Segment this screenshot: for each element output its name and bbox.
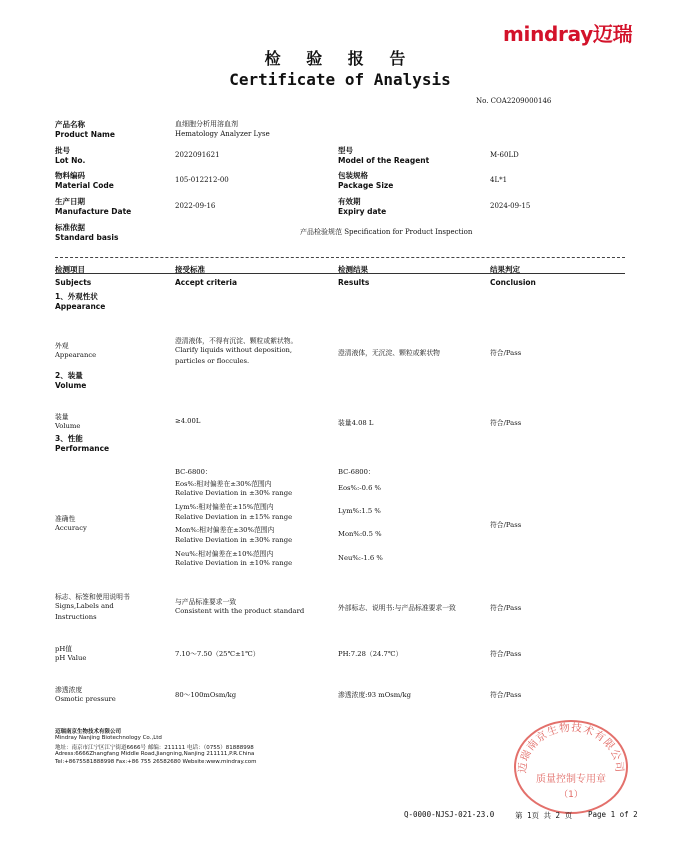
header-subjects-cn: 检测项目 xyxy=(55,265,85,274)
section-performance-en: Performance xyxy=(55,444,110,453)
page-number-en: Page 1 of 2 xyxy=(588,810,638,819)
package-size-label-en: Package Size xyxy=(338,181,394,190)
stamp-number: （1） xyxy=(559,790,583,800)
product-name-label-en: Product Name xyxy=(55,130,115,139)
package-size-label-cn: 包装规格 xyxy=(338,171,368,180)
appearance-conclusion: 符合/Pass xyxy=(490,349,522,357)
appearance-result: 澄清液体，无沉淀、颗粒或絮状物 xyxy=(338,349,440,357)
standard-basis-label-en: Standard basis xyxy=(55,233,119,242)
expiry-date-label-cn: 有效期 xyxy=(338,197,361,206)
mindray-logo: mindray迈瑞 xyxy=(503,22,633,46)
expiry-date-value: 2024-09-15 xyxy=(490,202,531,210)
appearance-subject-en: Appearance xyxy=(55,351,97,359)
product-name-label-cn: 产品名称 xyxy=(55,120,85,129)
signs-subject-cn: 标志、标签和使用说明书 xyxy=(55,593,130,601)
section-performance-cn: 3、性能 xyxy=(55,434,83,443)
accuracy-criteria-line: Lym%:相对偏差在±15%范围内 xyxy=(175,503,274,511)
ph-subject-cn: pH值 xyxy=(55,645,73,653)
manufacture-date-label-cn: 生产日期 xyxy=(55,197,85,206)
accuracy-criteria-line: Relative Deviation in ±10% range xyxy=(175,559,293,567)
accuracy-subject-en: Accuracy xyxy=(55,524,87,532)
volume-subject-en: Volume xyxy=(55,422,81,430)
company-address-cn: 地址：南京市江宁区江宁街道6666号 邮编：211111 电话：（0755）81888998 xyxy=(55,745,254,751)
material-code-label-en: Material Code xyxy=(55,181,114,190)
stamp-arc-text: 迈瑞南京生物技术有限公司 xyxy=(516,721,626,774)
company-name-en: Mindray Nanjing Biotechnology Co.,Ltd xyxy=(55,735,162,741)
accuracy-result-line: Eos%:-0.6 % xyxy=(338,484,382,492)
header-criteria-en: Accept criteria xyxy=(175,278,238,287)
header-results-en: Results xyxy=(338,278,370,287)
page-number-cn: 第 1页 共 2 页 xyxy=(515,811,573,820)
company-name-cn: 迈瑞南京生物技术有限公司 xyxy=(55,729,122,735)
lot-no-label-en: Lot No. xyxy=(55,156,86,165)
accuracy-criteria-line: Mon%:相对偏差在±30%范围内 xyxy=(175,526,275,534)
lot-no-label-cn: 批号 xyxy=(55,146,70,155)
osmotic-result: 渗透浓度:93 mOsm/kg xyxy=(338,691,411,699)
document-number: No. COA2209000146 xyxy=(476,97,552,105)
osmotic-criteria: 80～100mOsm/kg xyxy=(175,691,237,699)
header-results-cn: 检测结果 xyxy=(338,265,368,274)
volume-subject-cn: 装量 xyxy=(55,413,69,421)
company-address-en: Adress:6666Zhangfang Middle Road,Jiangning,Nanjing 211111,P.R.China xyxy=(55,751,255,757)
stamp-center-text: 质量控制专用章 xyxy=(536,774,606,785)
manufacture-date-label-en: Manufacture Date xyxy=(55,207,132,216)
header-conclusion-en: Conclusion xyxy=(490,278,536,287)
section-volume-cn: 2、装量 xyxy=(55,371,83,380)
accuracy-result-line: BC-6800： xyxy=(338,468,375,476)
title-cn: 检 验 报 告 xyxy=(264,49,416,68)
accuracy-criteria-line: Eos%:相对偏差在±30%范围内 xyxy=(175,480,272,488)
model-label-cn: 型号 xyxy=(338,146,353,155)
signs-subject-en: Signs,Labels and xyxy=(55,602,114,610)
header-conclusion-cn: 结果判定 xyxy=(490,265,520,274)
expiry-date-label-en: Expiry date xyxy=(338,207,387,216)
ph-criteria: 7.10～7.50（25℃±1℃） xyxy=(175,650,260,658)
signs-subject-en: Instructions xyxy=(55,613,97,621)
section-appearance-cn: 1、外观性状 xyxy=(55,292,98,301)
document-code: Q-0000-NJSJ-021-23.0 xyxy=(404,810,495,819)
ph-result: PH:7.28（24.7℃） xyxy=(338,650,403,658)
accuracy-result-line: Neu%:-1.6 % xyxy=(338,554,383,562)
header-divider xyxy=(55,273,625,274)
standard-basis-label-cn: 标准依据 xyxy=(55,223,85,232)
quality-control-stamp xyxy=(512,715,630,815)
signs-criteria-line: Consistent with the product standard xyxy=(175,607,305,615)
accuracy-criteria-line: Relative Deviation in ±15% range xyxy=(175,513,293,521)
osmotic-subject-en: Osmotic pressure xyxy=(55,695,116,703)
accuracy-conclusion: 符合/Pass xyxy=(490,521,522,529)
accuracy-result-line: Mon%:0.5 % xyxy=(338,530,382,538)
product-name-value-cn: 血细胞分析用溶血剂 xyxy=(175,120,238,128)
accuracy-result-line: Lym%:1.5 % xyxy=(338,507,381,515)
accuracy-criteria-line: BC-6800： xyxy=(175,468,212,476)
lot-no-value: 2022091621 xyxy=(175,151,220,159)
accuracy-criteria-line: Neu%:相对偏差在±10%范围内 xyxy=(175,550,274,558)
header-criteria-cn: 接受标准 xyxy=(175,265,205,274)
material-code-value: 105-012212-00 xyxy=(175,176,229,184)
package-size-value: 4L*1 xyxy=(490,176,508,184)
material-code-label-cn: 物料编码 xyxy=(55,171,85,180)
model-value: M-60LD xyxy=(490,151,519,159)
manufacture-date-value: 2022-09-16 xyxy=(175,202,216,210)
volume-result: 装量4.08 L xyxy=(338,419,374,427)
accuracy-criteria-line: Relative Deviation in ±30% range xyxy=(175,536,293,544)
volume-conclusion: 符合/Pass xyxy=(490,419,522,427)
appearance-criteria-line: 澄清液体，不得有沉淀、颗粒或絮状物。 xyxy=(175,337,298,345)
ph-conclusion: 符合/Pass xyxy=(490,650,522,658)
section-appearance-en: Appearance xyxy=(55,302,106,311)
company-contact: Tel:+8675581888998 Fax:+86 755 26582680 Website:www.mindray.com xyxy=(55,759,257,765)
title-en: Certificate of Analysis xyxy=(229,70,451,89)
appearance-criteria-line: particles or floccules. xyxy=(175,357,250,365)
model-label-en: Model of the Reagent xyxy=(338,156,430,165)
accuracy-criteria-line: Relative Deviation in ±30% range xyxy=(175,489,293,497)
product-name-value-en: Hematology Analyzer Lyse xyxy=(175,130,270,138)
signs-criteria-line: 与产品标准要求一致 xyxy=(175,598,237,606)
standard-basis-value: 产品检验规范 Specification for Product Inspection xyxy=(300,228,473,236)
header-subjects-en: Subjects xyxy=(55,278,92,287)
section-volume-en: Volume xyxy=(55,381,87,390)
ph-subject-en: pH Value xyxy=(55,654,87,662)
appearance-subject-cn: 外观 xyxy=(55,342,69,350)
accuracy-subject-cn: 准确性 xyxy=(55,515,76,523)
osmotic-subject-cn: 渗透浓度 xyxy=(55,686,83,694)
appearance-criteria-line: Clarify liquids without deposition, xyxy=(175,346,293,354)
signs-conclusion: 符合/Pass xyxy=(490,604,522,612)
osmotic-conclusion: 符合/Pass xyxy=(490,691,522,699)
signs-result: 外部标志、说明书:与产品标准要求一致 xyxy=(338,604,456,612)
volume-criteria: ≥4.00L xyxy=(175,417,201,425)
header-divider-dashed xyxy=(55,257,625,258)
